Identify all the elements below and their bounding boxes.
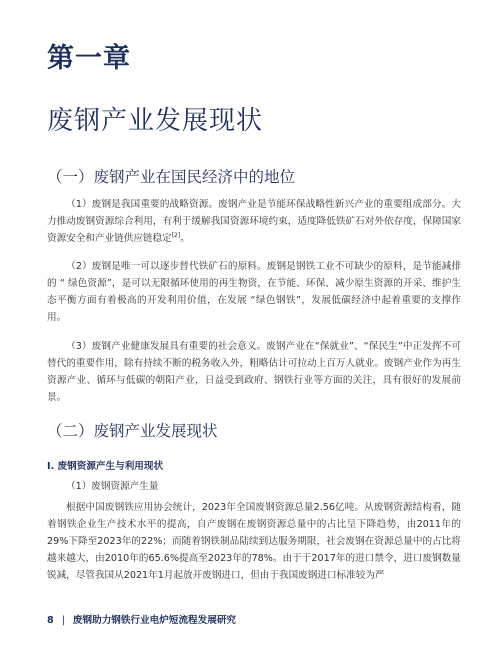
page-number: 8 bbox=[47, 615, 54, 626]
subsection-heading: I. 废钢资源产生与利用现状 bbox=[47, 461, 164, 472]
page-footer bbox=[47, 612, 236, 626]
section-1-heading: （一）废钢产业在国民经济中的地位 bbox=[47, 168, 296, 186]
sub-subsection-heading: （1）废钢资源产生量 bbox=[66, 481, 159, 492]
paragraph-end: 。 bbox=[180, 233, 190, 244]
paragraph-text: 根据中国废钢铁应用协会统计，2023年全国废钢资源总量2.56亿吨。从废钢资源结构看，随着钢铁企业生产技术水平的提高，自产废钢在废钢资源总量中的占比呈下降趋势，由2011年的29%下降至2023年的22%；而随着钢铁制品陆续到达服务期限，社会废钢在资源总量中的占比将越来越大，由2010年的65.6%提高至2023年的78%。由于于2017年的进口禁令，进口废钢数量锐减，尽管我国从2021年1月起放开废钢进口，但由于我国废钢进口标准较为严 bbox=[47, 502, 461, 581]
section-2-paragraph-1 bbox=[47, 499, 461, 584]
chapter-label: 第一章 bbox=[47, 43, 131, 74]
paragraph-text: （2）废钢是唯一可以逐步替代铁矿石的原料。废钢是钢铁工业不可缺少的原料，是节能减排的 “ 绿色资源”，是可以无限循环使用的再生物资，在节能、环保、减少原生资源的开采、维护生态平衡方面有着极高的开发利用价值，在发展 “绿色钢铁”，发展低碳经济中起着重要的支撑作用。 bbox=[47, 261, 461, 323]
section-1-paragraph-2 bbox=[47, 258, 461, 326]
section-2-heading: （二）废钢产业发展现状 bbox=[47, 422, 218, 440]
paragraph-text: （1）废钢是我国重要的战略资源。废钢产业是节能环保战略性新兴产业的重要组成部分。大力推动废钢资源综合利用，有利于缓解我国资源环境约束，适度降低铁矿石对外依存度，保障国家资源安全和产业链供应链稳定 bbox=[47, 199, 461, 244]
paragraph-text: （3）废钢产业健康发展具有重要的社会意义。废钢产业在“保就业”、“保民生”中正发挥不可替代的重要作用，除有持续不断的税务收入外，粗略估计可拉动上百万人就业。废钢产业作为再生资源产业、循环与低碳的朝阳产业，日益受到政府、钢铁行业等方面的关注，具有很好的发展前景。 bbox=[47, 341, 461, 403]
section-1-paragraph-1 bbox=[47, 196, 461, 247]
section-1-paragraph-3 bbox=[47, 338, 461, 406]
page-title: 废钢产业发展现状 bbox=[47, 106, 264, 136]
footer-separator: | bbox=[61, 615, 65, 626]
footer-doc-title: 废钢助力钢铁行业电炉短流程发展研究 bbox=[72, 615, 237, 626]
reference-mark: [2] bbox=[171, 231, 181, 239]
